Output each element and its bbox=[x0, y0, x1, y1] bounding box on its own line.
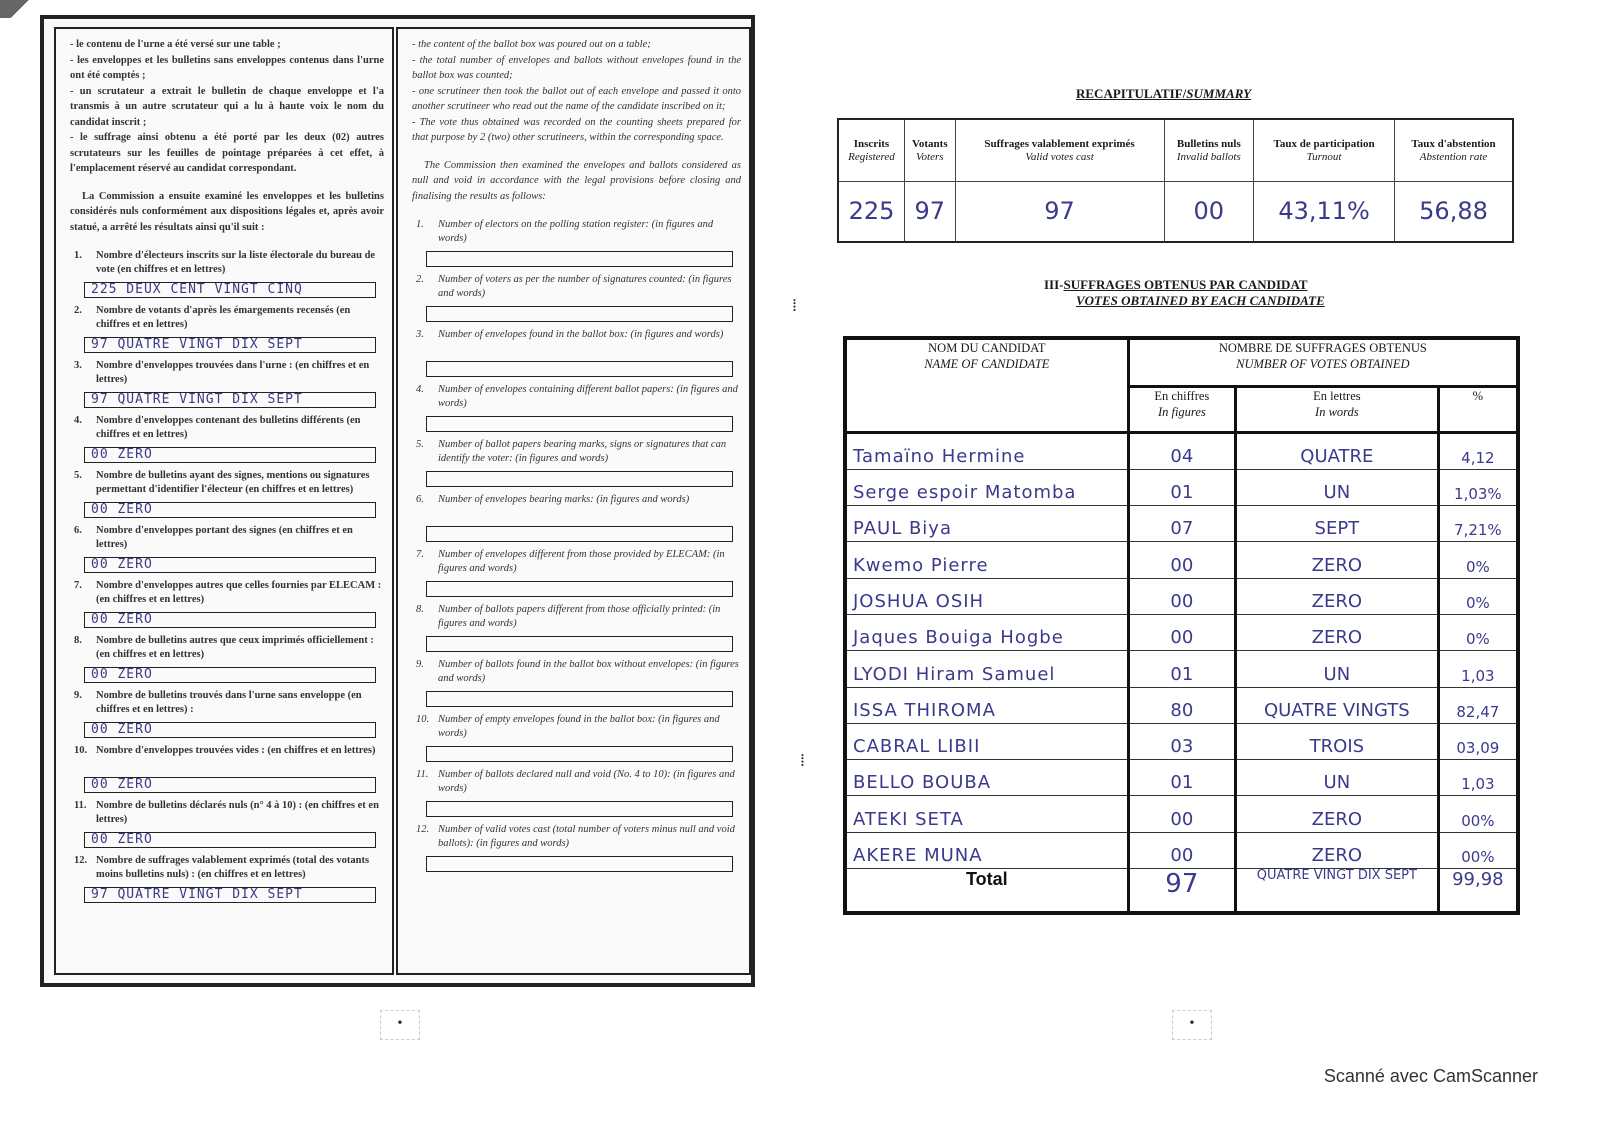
item-question bbox=[412, 713, 741, 741]
name-header-fr: NOM DU CANDIDAT bbox=[928, 341, 1046, 355]
candidate-name: ISSA THIROMA bbox=[845, 687, 1128, 723]
summary-header-fr: Suffrages valablement exprimés bbox=[984, 137, 1135, 150]
item-question bbox=[412, 438, 741, 466]
item-number: 4. bbox=[74, 415, 82, 426]
candidate-row bbox=[845, 723, 1518, 759]
item-number: 12. bbox=[416, 824, 430, 835]
form-item bbox=[412, 273, 741, 328]
votes-figures: 00 bbox=[1128, 542, 1235, 578]
answer-field[interactable] bbox=[426, 526, 733, 542]
answer-field[interactable]: 97 QUATRE VINGT DIX SEPT bbox=[84, 392, 376, 408]
intro-bullet: - The vote thus obtained was recorded on the counting sheets prepared for that purpose by 2 (two) other scrutineers, within the corresponding space. bbox=[412, 116, 741, 143]
answer-field[interactable]: 00 ZERO bbox=[84, 777, 376, 793]
candidate-name: ATEKI SETA bbox=[845, 796, 1128, 832]
item-question bbox=[412, 768, 741, 796]
answer-field[interactable]: 00 ZERO bbox=[84, 447, 376, 463]
left-page-form bbox=[40, 15, 755, 987]
item-text: Number of ballots found in the ballot box without envelopes: (in figures and words) bbox=[438, 659, 739, 684]
summary-header-en: Registered bbox=[848, 150, 895, 163]
item-question bbox=[70, 304, 384, 332]
votes-figures: 03 bbox=[1128, 723, 1235, 759]
candidate-name: CABRAL LIBII bbox=[845, 723, 1128, 759]
candidate-name: Jaques Bouiga Hogbe bbox=[845, 614, 1128, 650]
answer-field[interactable]: 97 QUATRE VINGT DIX SEPT bbox=[84, 887, 376, 903]
intro-bullet: - one scrutineer then took the ballot out of each envelope and passed it onto another scrutineer who read out the name of the candidate inscribed on it; bbox=[412, 85, 741, 112]
votes-percent: 0% bbox=[1438, 542, 1518, 578]
answer-field[interactable] bbox=[426, 636, 733, 652]
item-text: Number of envelopes bearing marks: (in figures and words) bbox=[438, 494, 690, 505]
candidate-row bbox=[845, 578, 1518, 614]
item-number: 3. bbox=[416, 329, 424, 340]
votes-words: ZERO bbox=[1236, 614, 1439, 650]
english-intro bbox=[412, 37, 741, 204]
form-item bbox=[412, 328, 741, 383]
french-column bbox=[54, 27, 394, 975]
answer-field[interactable] bbox=[426, 416, 733, 432]
item-text: Nombre de bulletins trouvés dans l'urne sans enveloppe (en chiffres et en lettres) : bbox=[96, 690, 362, 715]
candidate-row bbox=[845, 687, 1518, 723]
form-item bbox=[412, 768, 741, 823]
candidate-row bbox=[845, 760, 1518, 796]
section-title-en: VOTES OBTAINED BY EACH CANDIDATE bbox=[1076, 293, 1325, 308]
answer-field[interactable]: 00 ZERO bbox=[84, 722, 376, 738]
answer-field[interactable] bbox=[426, 306, 733, 322]
votes-figures: 04 bbox=[1128, 433, 1235, 469]
item-question bbox=[412, 383, 741, 411]
votes-percent: 7,21% bbox=[1438, 505, 1518, 541]
candidate-row bbox=[845, 469, 1518, 505]
intro-paragraph: La Commission a ensuite examiné les enveloppes et les bulletins considérés nuls conformément aux dispositions légales et, après avoir statué, a arrêté les résultats ainsi qu'il suit : bbox=[70, 190, 384, 233]
summary-header bbox=[1254, 119, 1395, 182]
votes-header-en: NUMBER OF VOTES OBTAINED bbox=[1236, 357, 1410, 371]
intro-bullet: - le contenu de l'urne a été versé sur une table ; bbox=[70, 39, 281, 50]
item-text: Number of envelopes different from those provided by ELECAM: (in figures and words) bbox=[438, 549, 725, 574]
item-text: Number of envelopes containing different ballot papers: (in figures and words) bbox=[438, 384, 738, 409]
votes-percent: 03,09 bbox=[1438, 723, 1518, 759]
item-number: 10. bbox=[74, 745, 88, 756]
page-marker-icon: • bbox=[380, 1010, 420, 1040]
summary-title-en: SUMMARY bbox=[1186, 86, 1252, 101]
votes-figures: 00 bbox=[1128, 614, 1235, 650]
votes-figures: 00 bbox=[1128, 832, 1235, 868]
item-number: 7. bbox=[416, 549, 424, 560]
item-question bbox=[70, 414, 384, 442]
candidate-row bbox=[845, 832, 1518, 868]
votes-figures: 80 bbox=[1128, 687, 1235, 723]
summary-header bbox=[838, 119, 904, 182]
item-text: Number of ballot papers bearing marks, signs or signatures that can identify the voter: (in figures and words) bbox=[438, 439, 727, 464]
item-text: Number of valid votes cast (total number of voters minus null and void ballots): (in figures and words) bbox=[438, 824, 735, 849]
item-text: Number of ballots declared null and void (No. 4 to 10): (in figures and words) bbox=[438, 769, 735, 794]
item-number: 10. bbox=[416, 714, 430, 725]
intro-bullet: - le suffrage ainsi obtenu a été porté par les deux (02) autres scrutateurs sur les feuilles de pointage préparées à cet effet, à l'emplacement réservé au candidat correspondant. bbox=[70, 132, 384, 174]
summary-header bbox=[904, 119, 955, 182]
total-words: QUATRE VINGT DIX SEPT bbox=[1236, 869, 1439, 913]
item-question bbox=[412, 548, 741, 576]
votes-percent: 0% bbox=[1438, 614, 1518, 650]
item-question bbox=[412, 658, 741, 686]
votes-figures: 00 bbox=[1128, 578, 1235, 614]
answer-field[interactable]: 00 ZERO bbox=[84, 832, 376, 848]
answer-field[interactable]: 97 QUATRE VINGT DIX SEPT bbox=[84, 337, 376, 353]
answer-field[interactable]: 00 ZERO bbox=[84, 502, 376, 518]
item-number: 1. bbox=[416, 219, 424, 230]
summary-title-fr: RECAPITULATIF/ bbox=[1076, 86, 1187, 101]
item-number: 9. bbox=[74, 690, 82, 701]
answer-field[interactable] bbox=[426, 801, 733, 817]
item-number: 1. bbox=[74, 250, 82, 261]
item-text: Number of electors on the polling station register: (in figures and words) bbox=[438, 219, 714, 244]
votes-words: UN bbox=[1236, 469, 1439, 505]
answer-field[interactable] bbox=[426, 691, 733, 707]
candidate-row bbox=[845, 796, 1518, 832]
item-text: Number of empty envelopes found in the ballot box: (in figures and words) bbox=[438, 714, 720, 739]
intro-paragraph: The Commission then examined the envelopes and ballots considered as null and void in accordance with the legal provisions before closing and finalising the results as follows: bbox=[412, 159, 741, 202]
votes-percent: 1,03% bbox=[1438, 469, 1518, 505]
candidate-row bbox=[845, 505, 1518, 541]
summary-table bbox=[837, 118, 1514, 243]
form-item bbox=[412, 218, 741, 273]
words-header-en: In words bbox=[1315, 404, 1359, 419]
form-item bbox=[70, 689, 384, 744]
summary-header-en: Valid votes cast bbox=[1025, 150, 1094, 163]
candidate-row bbox=[845, 651, 1518, 687]
votes-words: UN bbox=[1236, 760, 1439, 796]
answer-field[interactable]: 00 ZERO bbox=[84, 667, 376, 683]
summary-header-en: Invalid ballots bbox=[1176, 150, 1241, 163]
summary-header-en: Turnout bbox=[1306, 150, 1342, 163]
scanner-watermark: Scanné avec CamScanner bbox=[1323, 1066, 1538, 1086]
words-header-fr: En lettres bbox=[1313, 388, 1361, 403]
english-items bbox=[412, 218, 741, 878]
summary-value: 56,88 bbox=[1395, 182, 1513, 243]
summary-header-en: Abstention rate bbox=[1419, 150, 1488, 163]
form-item bbox=[70, 414, 384, 469]
item-number: 11. bbox=[74, 800, 87, 811]
item-question bbox=[412, 328, 741, 342]
votes-percent: 00% bbox=[1438, 832, 1518, 868]
votes-words: QUATRE bbox=[1236, 433, 1439, 469]
margin-mark: ⁞ bbox=[792, 295, 798, 315]
answer-field[interactable] bbox=[426, 251, 733, 267]
item-question bbox=[412, 493, 741, 507]
item-number: 5. bbox=[74, 470, 82, 481]
item-question bbox=[70, 744, 384, 758]
answer-field[interactable]: 225 DEUX CENT VINGT CINQ bbox=[84, 282, 376, 298]
candidates-section-title bbox=[1044, 277, 1325, 309]
form-item bbox=[412, 493, 741, 548]
item-question bbox=[70, 524, 384, 552]
form-item bbox=[70, 579, 384, 634]
item-number: 3. bbox=[74, 360, 82, 371]
item-question bbox=[70, 634, 384, 662]
item-question bbox=[412, 823, 741, 851]
form-item bbox=[70, 524, 384, 579]
item-question bbox=[412, 603, 741, 631]
votes-words: SEPT bbox=[1236, 505, 1439, 541]
form-item bbox=[70, 359, 384, 414]
votes-words: ZERO bbox=[1236, 578, 1439, 614]
summary-header-fr: Bulletins nuls bbox=[1176, 137, 1241, 150]
name-header bbox=[845, 338, 1128, 433]
candidate-name: AKERE MUNA bbox=[845, 832, 1128, 868]
item-text: Number of envelopes found in the ballot box: (in figures and words) bbox=[438, 329, 724, 340]
name-header-en: NAME OF CANDIDATE bbox=[924, 357, 1050, 371]
form-item bbox=[412, 383, 741, 438]
candidate-name: BELLO BOUBA bbox=[845, 760, 1128, 796]
item-number: 5. bbox=[416, 439, 424, 450]
item-number: 8. bbox=[416, 604, 424, 615]
form-item bbox=[70, 854, 384, 909]
votes-words: ZERO bbox=[1236, 796, 1439, 832]
answer-field[interactable] bbox=[426, 746, 733, 762]
votes-percent: 4,12 bbox=[1438, 433, 1518, 469]
item-question bbox=[70, 249, 384, 277]
item-number: 9. bbox=[416, 659, 424, 670]
summary-value: 225 bbox=[838, 182, 904, 243]
item-text: Nombre de bulletins autres que ceux imprimés officiellement : (en chiffres et en lettres) bbox=[96, 635, 374, 660]
summary-title bbox=[1076, 86, 1251, 102]
votes-figures: 01 bbox=[1128, 651, 1235, 687]
percent-header: % bbox=[1438, 386, 1518, 432]
summary-header bbox=[1164, 119, 1254, 182]
form-item bbox=[412, 548, 741, 603]
votes-percent: 82,47 bbox=[1438, 687, 1518, 723]
votes-figures: 01 bbox=[1128, 760, 1235, 796]
candidate-name: Kwemo Pierre bbox=[845, 542, 1128, 578]
votes-words: ZERO bbox=[1236, 832, 1439, 868]
candidate-row bbox=[845, 542, 1518, 578]
scan-corner-shadow bbox=[0, 0, 40, 18]
item-text: Nombre d'enveloppes autres que celles fournies par ELECAM : (en chiffres et en lettres) bbox=[96, 580, 382, 605]
item-number: 6. bbox=[74, 525, 82, 536]
form-item bbox=[412, 823, 741, 878]
margin-mark: ⁞ bbox=[800, 750, 806, 770]
summary-header bbox=[955, 119, 1164, 182]
intro-bullet: - un scrutateur a extrait le bulletin de chaque enveloppe et l'a transmis à un autre scrutateur qui a lu à haute voix le nom du candidat inscrit ; bbox=[70, 85, 384, 128]
figures-header-fr: En chiffres bbox=[1154, 388, 1210, 403]
words-header bbox=[1236, 386, 1439, 432]
item-text: Nombre d'enveloppes trouvées vides : (en chiffres et en lettres) bbox=[96, 745, 376, 756]
item-question bbox=[70, 799, 384, 827]
item-question bbox=[70, 469, 384, 497]
item-number: 2. bbox=[416, 274, 424, 285]
summary-header-fr: Inscrits bbox=[853, 137, 890, 150]
english-column bbox=[396, 27, 751, 975]
figures-header-en: In figures bbox=[1157, 404, 1206, 419]
form-item bbox=[70, 304, 384, 359]
item-question bbox=[70, 854, 384, 882]
candidate-name: JOSHUA OSIH bbox=[845, 578, 1128, 614]
item-text: Nombre de bulletins ayant des signes, mentions ou signatures permettant d'identifier l'électeur (en chiffres et en lettres) bbox=[96, 470, 370, 495]
summary-value: 00 bbox=[1164, 182, 1254, 243]
summary-header-fr: Votants bbox=[911, 137, 948, 150]
votes-percent: 1,03 bbox=[1438, 760, 1518, 796]
candidate-row bbox=[845, 614, 1518, 650]
form-item bbox=[70, 469, 384, 524]
item-question bbox=[70, 579, 384, 607]
item-number: 8. bbox=[74, 635, 82, 646]
answer-field[interactable]: 00 ZERO bbox=[84, 612, 376, 628]
figures-header bbox=[1128, 386, 1235, 432]
votes-figures: 00 bbox=[1128, 796, 1235, 832]
votes-figures: 01 bbox=[1128, 469, 1235, 505]
item-question bbox=[412, 218, 741, 246]
form-item bbox=[70, 249, 384, 304]
item-number: 6. bbox=[416, 494, 424, 505]
total-label: Total bbox=[845, 869, 1128, 913]
summary-header-fr: Taux d'abstention bbox=[1411, 137, 1496, 150]
votes-words: TROIS bbox=[1236, 723, 1439, 759]
item-number: 2. bbox=[74, 305, 82, 316]
summary-header-fr: Taux de participation bbox=[1273, 137, 1375, 150]
page-marker-icon: • bbox=[1172, 1010, 1212, 1040]
form-item bbox=[412, 438, 741, 493]
item-number: 7. bbox=[74, 580, 82, 591]
votes-words: QUATRE VINGTS bbox=[1236, 687, 1439, 723]
candidate-name: Tamaïno Hermine bbox=[845, 433, 1128, 469]
candidate-row bbox=[845, 433, 1518, 469]
intro-bullet: - the total number of envelopes and ballots without envelopes found in the ballot box was counted; bbox=[412, 54, 741, 81]
intro-bullet: - the content of the ballot box was poured out on a table; bbox=[412, 39, 651, 50]
item-text: Nombre de bulletins déclarés nuls (n° 4 à 10) : (en chiffres et en lettres) bbox=[96, 800, 379, 825]
votes-percent: 0% bbox=[1438, 578, 1518, 614]
item-text: Nombre d'enveloppes contenant des bulletins différents (en chiffres et en lettres) bbox=[96, 415, 361, 440]
votes-words: UN bbox=[1236, 651, 1439, 687]
votes-figures: 07 bbox=[1128, 505, 1235, 541]
answer-field[interactable] bbox=[426, 856, 733, 872]
candidate-name: PAUL Biya bbox=[845, 505, 1128, 541]
item-number: 11. bbox=[416, 769, 429, 780]
item-number: 4. bbox=[416, 384, 424, 395]
summary-value: 97 bbox=[955, 182, 1164, 243]
total-row bbox=[845, 869, 1518, 913]
item-question bbox=[70, 359, 384, 387]
candidate-name: Serge espoir Matomba bbox=[845, 469, 1128, 505]
item-text: Nombre d'enveloppes trouvées dans l'urne : (en chiffres et en lettres) bbox=[96, 360, 370, 385]
summary-value: 97 bbox=[904, 182, 955, 243]
summary-header-en: Voters bbox=[916, 150, 944, 163]
item-text: Number of ballots papers different from those officially printed: (in figures and words) bbox=[438, 604, 721, 629]
total-percent: 99,98 bbox=[1438, 869, 1518, 913]
item-text: Nombre de votants d'après les émargements recensés (en chiffres et en lettres) bbox=[96, 305, 351, 330]
summary-value: 43,11% bbox=[1254, 182, 1395, 243]
item-question bbox=[70, 689, 384, 717]
answer-field[interactable] bbox=[426, 581, 733, 597]
votes-words: ZERO bbox=[1236, 542, 1439, 578]
summary-header bbox=[1395, 119, 1513, 182]
french-intro bbox=[70, 37, 384, 235]
votes-header-fr: NOMBRE DE SUFFRAGES OBTENUS bbox=[1218, 341, 1427, 355]
intro-bullet: - les enveloppes et les bulletins sans enveloppes contenus dans l'urne ont été comptés ; bbox=[70, 54, 384, 81]
votes-percent: 1,03 bbox=[1438, 651, 1518, 687]
section-title-fr: SUFFRAGES OBTENUS PAR CANDIDAT bbox=[1063, 277, 1308, 292]
item-text: Nombre d'électeurs inscrits sur la liste électorale du bureau de vote (en chiffres et en lettres) bbox=[96, 250, 376, 275]
item-text: Nombre d'enveloppes portant des signes (en chiffres et en lettres) bbox=[96, 525, 353, 550]
votes-header bbox=[1128, 338, 1518, 386]
form-item bbox=[70, 744, 384, 799]
item-number: 12. bbox=[74, 855, 88, 866]
answer-field[interactable] bbox=[426, 361, 733, 377]
item-question bbox=[412, 273, 741, 301]
item-text: Number of voters as per the number of signatures counted: (in figures and words) bbox=[438, 274, 732, 299]
form-item bbox=[412, 658, 741, 713]
form-item bbox=[70, 799, 384, 854]
item-text: Nombre de suffrages valablement exprimés (total des votants moins bulletins nuls) : (en chiffres et en lettres) bbox=[96, 855, 370, 880]
form-item bbox=[412, 603, 741, 658]
french-items bbox=[70, 249, 384, 909]
form-item bbox=[412, 713, 741, 768]
candidates-table bbox=[843, 336, 1520, 915]
answer-field[interactable]: 00 ZERO bbox=[84, 557, 376, 573]
section-number: III- bbox=[1044, 277, 1064, 292]
answer-field[interactable] bbox=[426, 471, 733, 487]
votes-percent: 00% bbox=[1438, 796, 1518, 832]
total-figures: 97 bbox=[1128, 869, 1235, 913]
form-item bbox=[70, 634, 384, 689]
candidate-name: LYODI Hiram Samuel bbox=[845, 651, 1128, 687]
